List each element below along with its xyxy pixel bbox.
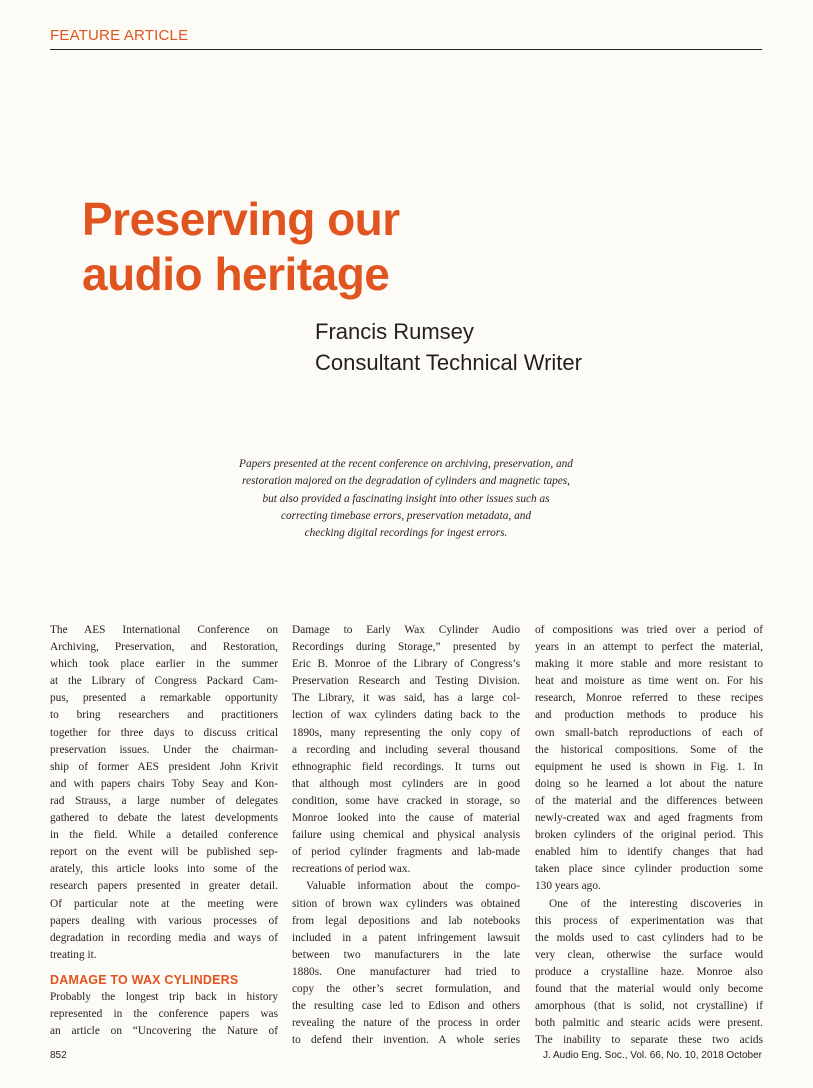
- body-text-line: making it more stable and more resistant to: [535, 658, 763, 671]
- section-label: FEATURE ARTICLE: [50, 27, 189, 44]
- body-text-line: Damage to Early Wax Cylinder Audio: [292, 624, 520, 636]
- body-text-line: research papers presented in greater detail.: [50, 880, 278, 893]
- body-text-line: ethnographic field recordings. It turns out: [292, 760, 520, 773]
- body-text-line: and with papers chairs Toby Seay and Kon-: [50, 777, 278, 790]
- body-text-line: preservation issues. Under the chairman-: [50, 743, 278, 756]
- body-text-line: 1890s, many representing the only copy of: [292, 726, 520, 739]
- body-column-2: [292, 622, 520, 1049]
- body-text-line: the historical compositions. Some of the: [535, 743, 763, 756]
- body-text-line: to defend their invention. A whole series: [292, 1034, 520, 1047]
- body-text-line: to bring researchers and practitioners: [50, 709, 278, 722]
- body-text-line: Eric B. Monroe of the Library of Congress’s: [292, 658, 520, 671]
- standfirst: [190, 456, 622, 542]
- standfirst-line: restoration majored on the degradation of cylinders and magnetic tapes,: [242, 475, 570, 488]
- body-text-line: heat and moisture as time went on. For his: [535, 675, 763, 688]
- body-text-line: The Library, it was said, has a large col-: [292, 692, 520, 705]
- body-text-line: represented in the conference papers was: [50, 1007, 278, 1020]
- body-text-line: treating it.: [50, 948, 97, 961]
- body-text-line: from legal depositions and lab notebooks: [292, 914, 520, 927]
- body-column-1: [50, 622, 278, 1040]
- body-text-line: ship of former AES president John Krivit: [50, 760, 278, 773]
- journal-citation: J. Audio Eng. Soc., Vol. 66, No. 10, 2018 October: [542, 1050, 762, 1061]
- title-line: audio heritage: [82, 248, 390, 300]
- standfirst-line: Papers presented at the recent conference on archiving, preservation, and: [239, 458, 573, 470]
- body-text-line: 130 years ago.: [535, 880, 601, 893]
- article-title: [82, 192, 602, 302]
- body-text-line: The inability to separate these two acids: [535, 1034, 763, 1047]
- body-text-line: Monroe looked into the cause of material: [292, 812, 520, 825]
- body-text-line: very clean, otherwise the surface would: [535, 948, 763, 961]
- body-text-line: which took place earlier in the summer: [50, 658, 278, 671]
- body-text-line: arately, this article looks into some of the: [50, 863, 278, 876]
- body-text-line: pus, presented a remarkable opportunity: [50, 692, 278, 705]
- body-text-line: Archiving, Preservation, and Restoration,: [50, 641, 278, 654]
- title-line: Preserving our: [82, 193, 400, 245]
- body-text-line: the molds used to cast cylinders had to be: [535, 931, 763, 944]
- page-number: 852: [50, 1050, 67, 1061]
- body-text-line: broken cylinders of the original period. This: [535, 829, 763, 842]
- body-text-line: report on the event will be published sep-: [50, 846, 278, 859]
- body-text-line: recreations of period wax.: [292, 863, 411, 876]
- body-text-line: an article on “Uncovering the Nature of: [50, 1025, 278, 1038]
- body-text-line: condition, some have cracked in storage, so: [292, 794, 520, 807]
- body-text-line: doing so he learned a lot about the nature: [535, 777, 763, 790]
- body-text-line: in the field. While a detailed conference: [50, 829, 278, 842]
- body-text-line: Probably the longest trip back in history: [50, 990, 278, 1003]
- body-text-line: and production methods to produce his: [535, 709, 763, 722]
- body-text-line: included in a patent infringement lawsuit: [292, 931, 520, 944]
- body-text-line: together for three days to discuss critical: [50, 726, 278, 739]
- body-text-line: The AES International Conference on: [50, 624, 278, 636]
- body-text-line: produce a crystalline haze. Monroe also: [535, 965, 763, 978]
- body-text-line: copy the other’s secret formulation, and: [292, 982, 520, 995]
- body-text-line: of the material and the differences between: [535, 794, 763, 807]
- body-text-line: at the Library of Congress Packard Cam-: [50, 675, 278, 688]
- byline: [315, 316, 582, 378]
- body-text-line: Valuable information about the compo-: [306, 880, 520, 893]
- body-text-line: a recording and including several thousand: [292, 743, 520, 756]
- standfirst-line: correcting timebase errors, preservation metadata, and: [280, 509, 532, 522]
- body-text-line: equipment he used is shown in Fig. 1. In: [535, 760, 763, 773]
- body-text-line: revealing the nature of the process in order: [292, 1017, 520, 1030]
- body-text-line: papers dealing with various processes of: [50, 914, 278, 927]
- body-text-line: enabled him to identify changes that had: [535, 846, 763, 859]
- body-text-line: rad Strauss, a large number of delegates: [50, 794, 278, 807]
- body-text-line: failure using chemical and physical analysis: [292, 829, 520, 842]
- body-text-line: Of particular note at the meeting were: [50, 897, 278, 910]
- body-text-line: found that the material would only become: [535, 982, 763, 995]
- body-column-3: [535, 622, 763, 1049]
- body-text-line: Preservation Research and Testing Division.: [292, 675, 520, 688]
- header-rule: [50, 49, 762, 50]
- body-text-line: amorphous (that is solid, not crystalline) if: [535, 1000, 763, 1013]
- standfirst-line: but also provided a fascinating insight into other issues such as: [262, 492, 550, 505]
- body-text-line: Recordings during Storage,” presented by: [292, 641, 520, 654]
- author-name: Francis Rumsey: [315, 319, 474, 344]
- body-text-line: gathered to debate the latest developments: [50, 812, 278, 825]
- body-text-line: the resulting case led to Edison and others: [292, 1000, 520, 1013]
- body-text-line: both palmitic and stearic acids were present.: [535, 1017, 763, 1030]
- body-text-line: research, Monroe referred to these recipes: [535, 692, 763, 705]
- standfirst-line: checking digital recordings for ingest errors.: [304, 527, 508, 540]
- body-text-line: lection of wax cylinders dating back to the: [292, 709, 520, 722]
- body-text-line: degradation in recording media and ways of: [50, 931, 278, 944]
- body-text-line: One of the interesting discoveries in: [549, 897, 763, 910]
- section-subhead: DAMAGE TO WAX CYLINDERS: [50, 972, 239, 987]
- body-text-line: of compositions was tried over a period of: [535, 624, 763, 636]
- body-text-line: 1880s. One manufacturer had tried to: [292, 965, 520, 978]
- body-text-line: sition of brown wax cylinders was obtained: [292, 897, 520, 910]
- body-text-line: own small-batch reproductions of each of: [535, 726, 763, 739]
- body-text-line: newly-created wax and aged fragments from: [535, 812, 763, 825]
- body-text-line: of period cylinder fragments and lab-made: [292, 846, 520, 859]
- body-text-line: years in an attempt to perfect the material,: [535, 641, 763, 654]
- body-text-line: this process of experimentation was that: [535, 914, 763, 927]
- body-text-line: taken place since cylinder production some: [535, 863, 763, 876]
- author-role: Consultant Technical Writer: [315, 350, 582, 375]
- body-text-line: between two manufacturers in the late: [292, 948, 520, 961]
- body-text-line: that although most cylinders are in good: [292, 777, 520, 790]
